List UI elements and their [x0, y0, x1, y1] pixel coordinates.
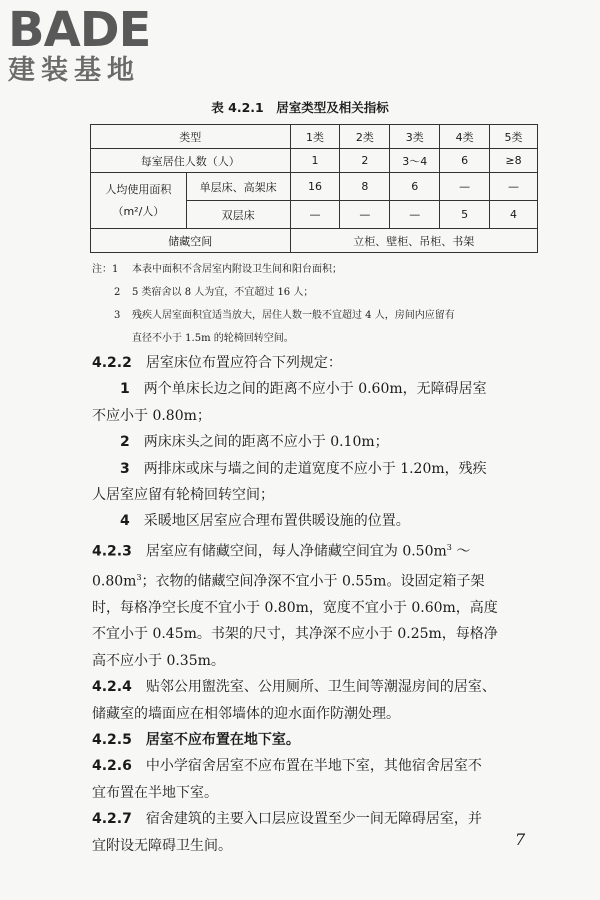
table-cell: 5: [440, 201, 490, 229]
header-col: 1类: [290, 125, 340, 149]
single-bed-label: 单层床、高架床: [186, 173, 290, 201]
header-col: 2类: [340, 125, 390, 149]
table-cell: 3～4: [390, 149, 440, 173]
item-text: 两排床或床与墙之间的走道宽度不应小于 1.20m，残疾: [143, 460, 487, 477]
clause-line: 时，每格净空长度不宜小于 0.80m，宽度不宜小于 0.60m，高度: [92, 599, 498, 616]
clause-text: ；衣物的储藏空间净深不宜小于 0.55m。设固定箱子架: [141, 573, 485, 590]
table-cell: 6: [390, 173, 440, 201]
table-cell: 16: [290, 173, 340, 201]
note-item: [92, 304, 542, 327]
clause-4-2-2: [92, 350, 540, 376]
header-col: 5类: [490, 125, 538, 149]
table-row: [91, 149, 538, 173]
clause-text: 居室床位布置应符合下列规定：: [145, 355, 342, 371]
superscript: 3: [446, 542, 452, 552]
note-text: 本表中面积不含居室内附设卫生间和阳台面积；: [132, 264, 342, 275]
item-number: 2: [120, 434, 130, 451]
storage-label: 储藏空间: [91, 229, 291, 253]
clause-text: 中小学宿舍居室不应布置在半地下室，其他宿舍居室不: [145, 758, 482, 775]
note-item: [92, 281, 542, 304]
clause-4-2-5: [92, 727, 540, 753]
clause-text: ～: [451, 543, 471, 560]
note-num: 3: [114, 310, 121, 321]
clause-text: 0.80m: [92, 573, 137, 590]
area-label: [91, 173, 187, 229]
clause-number: 4.2.5: [92, 732, 132, 748]
clause-number: 4.2.6: [92, 758, 132, 775]
table-cell: —: [340, 201, 390, 229]
room-type-table: [90, 124, 538, 253]
logo-subtitle: 建装基地: [8, 55, 140, 86]
item-number: 3: [120, 460, 130, 477]
note-item: [92, 258, 542, 281]
area-label-line2: （m²/人）: [112, 204, 165, 218]
area-label-line1: 人均使用面积: [105, 182, 172, 196]
notes-prefix: 注：: [92, 264, 112, 275]
storage-value: 立柜、壁柜、吊柜、书架: [290, 229, 537, 253]
list-item: [92, 456, 540, 482]
clause-number: 4.2.7: [92, 811, 132, 828]
table-row: [91, 229, 538, 253]
clause-line: 不宜小于 0.45m。书架的尺寸，其净深不应小于 0.25m，每格净: [92, 626, 498, 643]
item-number: 1: [120, 381, 130, 398]
clause-4-2-3: [92, 535, 540, 565]
table-notes: [92, 258, 542, 350]
table-cell: —: [290, 201, 340, 229]
page-number: 7: [515, 830, 526, 849]
item-text: 两个单床长边之间的距离不应小于 0.60m，无障碍居室: [143, 381, 487, 398]
superscript: 3: [136, 572, 142, 582]
note-continuation: 直径不小于 1.5m 的轮椅回转空间。: [132, 333, 294, 344]
note-num: 1: [112, 264, 119, 275]
list-item: [92, 376, 540, 402]
clause-number: 4.2.2: [92, 355, 132, 371]
clause-line: 宜布置在半地下室。: [92, 784, 218, 801]
table-row: [91, 173, 538, 201]
table-cell: 4: [490, 201, 538, 229]
clause-line: [92, 565, 540, 595]
clause-text: 贴邻公用盥洗室、公用厕所、卫生间等潮湿房间的居室、: [145, 679, 496, 696]
body-text: [92, 350, 540, 859]
table-cell: ≥8: [490, 149, 538, 173]
logo: [8, 2, 178, 86]
logo-brand: BADE: [8, 2, 151, 58]
table-row: [91, 125, 538, 149]
item-number: 4: [120, 513, 130, 530]
occupants-label: 每室居住人数（人）: [91, 149, 291, 173]
table-cell: —: [490, 173, 538, 201]
item-continuation: 不应小于 0.80m；: [92, 407, 211, 424]
item-text: 两床床头之间的距离不应小于 0.10m；: [143, 434, 389, 451]
note-text: 残疾人居室面积宜适当放大，居住人数一般不宜超过 4 人，房间内应留有: [132, 310, 455, 321]
clause-text: 居室应有储藏空间，每人净储藏空间宜为 0.50m: [145, 543, 447, 560]
table-cell: —: [440, 173, 490, 201]
clause-text: 居室不应布置在地下室。: [145, 732, 300, 748]
note-text: 5 类宿舍以 8 人为宜，不宜超过 16 人；: [132, 287, 314, 298]
table-cell: 6: [440, 149, 490, 173]
item-continuation: 人居室应留有轮椅回转空间；: [92, 487, 274, 504]
item-text: 采暖地区居室应合理布置供暖设施的位置。: [143, 513, 410, 530]
clause-number: 4.2.3: [92, 543, 132, 560]
table-cell: 2: [340, 149, 390, 173]
table-title: 表 4.2.1 居室类型及相关指标: [211, 100, 389, 115]
table-cell: 8: [340, 173, 390, 201]
clause-text: 宿舍建筑的主要入口层应设置至少一间无障碍居室，并: [145, 811, 482, 828]
clause-line: 宜附设无障碍卫生间。: [92, 837, 232, 854]
list-item: [92, 429, 540, 455]
double-bed-label: 双层床: [186, 201, 290, 229]
table-cell: 1: [290, 149, 340, 173]
list-item: [92, 508, 540, 534]
clause-4-2-4: [92, 674, 540, 700]
note-num: 2: [114, 287, 121, 298]
header-col: 3类: [390, 125, 440, 149]
clause-4-2-6: [92, 753, 540, 779]
clause-number: 4.2.4: [92, 679, 132, 696]
clause-line: 储藏室的墙面应在相邻墙体的迎水面作防潮处理。: [92, 705, 400, 722]
header-col: 4类: [440, 125, 490, 149]
clause-4-2-7: [92, 806, 540, 832]
clause-line: 高不应小于 0.35m。: [92, 652, 225, 669]
header-label: 类型: [91, 125, 291, 149]
table-cell: —: [390, 201, 440, 229]
